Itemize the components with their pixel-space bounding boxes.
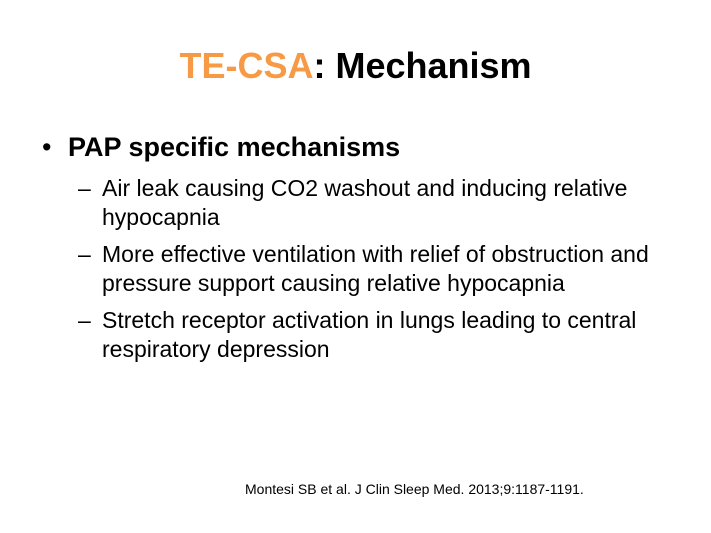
dash-icon: –	[78, 241, 91, 267]
sub-bullet-item	[78, 240, 678, 298]
bullet-item	[42, 130, 682, 164]
dash-icon: –	[78, 175, 91, 201]
dash-icon: –	[78, 307, 91, 333]
citation: Montesi SB et al. J Clin Sleep Med. 2013;9:1187-1191.	[245, 481, 584, 497]
sub-bullet-text: Air leak causing CO2 washout and inducing relative hypocapnia	[102, 175, 628, 230]
bullet-dot-icon: •	[42, 132, 52, 162]
sub-bullet-text: Stretch receptor activation in lungs leading to central respiratory depression	[102, 307, 637, 362]
title-accent: TE-CSA	[179, 45, 314, 86]
sub-bullet-text: More effective ventilation with relief of obstruction and pressure support causing relative hypocapnia	[102, 241, 649, 296]
slide-title	[0, 44, 711, 88]
sub-bullet-list	[78, 174, 678, 372]
sub-bullet-item	[78, 174, 678, 232]
title-rest: : Mechanism	[313, 45, 532, 86]
sub-bullet-item	[78, 306, 678, 364]
bullet-text: PAP specific mechanisms	[68, 132, 401, 162]
